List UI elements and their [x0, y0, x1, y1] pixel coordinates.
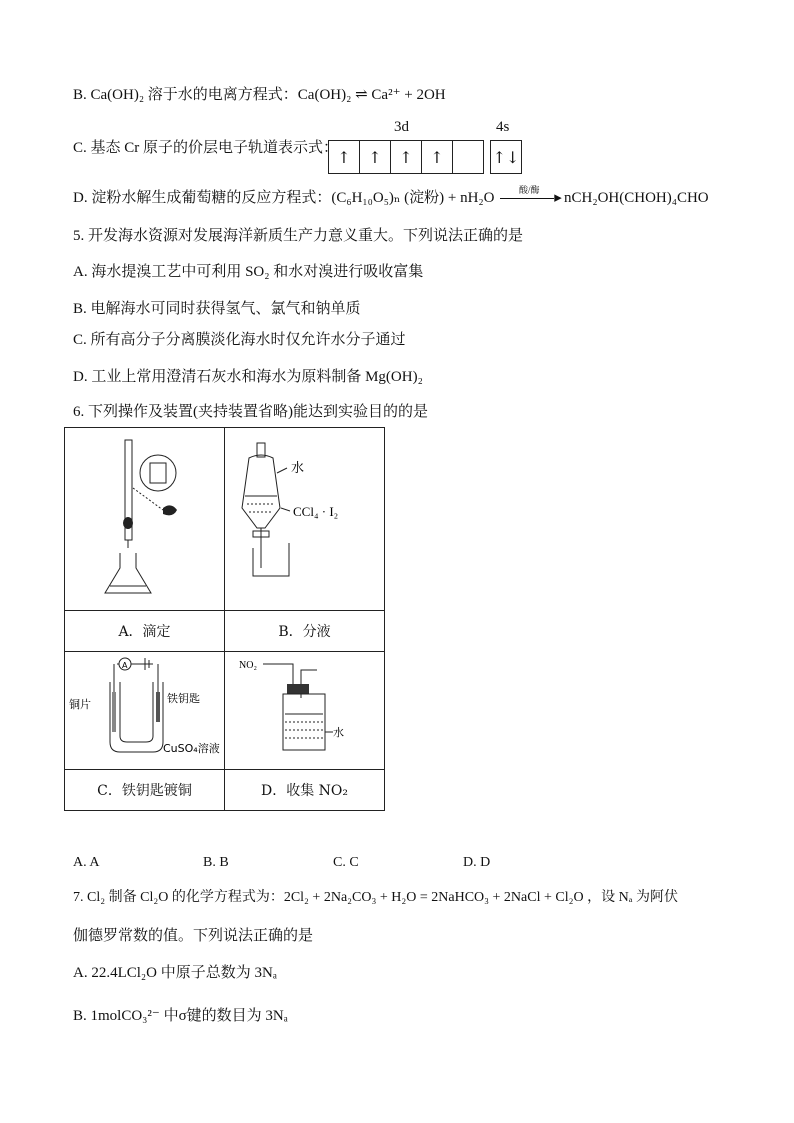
label-no2-gas: NO₂ — [239, 660, 257, 671]
q5-option-d: D. 工业上常用澄清石灰水和海水为原料制备 Mg(OH)₂ — [73, 369, 423, 385]
label-water-d: 水 — [333, 726, 344, 739]
apparatus-a-titration — [65, 428, 225, 611]
label-iron-key: 铁钥匙 — [167, 692, 200, 705]
apparatus-c-plating — [65, 652, 225, 770]
q5-option-c: C. 所有高分子分离膜淡化海水时仅允许水分子通过 — [73, 332, 406, 348]
caption-d: D．收集 NO₂ — [225, 770, 385, 811]
q4-option-b: B. Ca(OH)₂ 溶于水的电离方程式：Ca(OH)₂ ⇌ Ca²⁺ + 2OH — [73, 87, 446, 103]
q6-stem: 6. 下列操作及装置(夹持装置省略)能达到实验目的的是 — [73, 404, 428, 420]
q4-d-reactants: D. 淀粉水解生成葡萄糖的反应方程式：(C₆H₁₀O₅)ₙ (淀粉) + nH₂O — [73, 190, 495, 206]
caption-a: A．滴定 — [65, 611, 225, 652]
separatory-funnel-icon — [225, 428, 384, 606]
q7-option-a: A. 22.4LCl₂O 中原子总数为 3Nₐ — [73, 965, 277, 981]
choice-b[interactable]: B. B — [203, 855, 229, 870]
gas-collection-icon — [225, 652, 384, 765]
q7-option-b: B. 1molCO₃²⁻ 中σ键的数目为 3Nₐ — [73, 1008, 288, 1024]
q6-apparatus-table — [64, 427, 385, 811]
ammeter-label: A — [122, 661, 128, 670]
orbital-box: ↑ — [391, 141, 422, 173]
orbital-box — [453, 141, 483, 173]
q5-option-a: A. 海水提溴工艺中可利用 SO₂ 和水对溴进行吸收富集 — [73, 264, 424, 280]
q6-choices — [73, 855, 593, 871]
q7-stem-cont: 伽德罗常数的值。下列说法正确的是 — [73, 928, 314, 944]
q4-option-c: C. 基态 Cr 原子的价层电子轨道表示式： — [73, 140, 339, 156]
orbital-box: ↑ — [360, 141, 391, 173]
orbital-3d-label: 3d — [394, 119, 409, 135]
orbital-box: ↑ — [422, 141, 453, 173]
label-ccl4-i2: CCl₄ · I₂ — [293, 504, 339, 519]
q4-option-d — [73, 185, 709, 208]
electroplating-icon — [65, 652, 224, 765]
label-water: 水 — [291, 461, 305, 476]
q5-stem: 5. 开发海水资源对发展海洋新质生产力意义重大。下列说法正确的是 — [73, 228, 524, 244]
q5-option-b: B. 电解海水可同时获得氢气、氯气和钠单质 — [73, 301, 361, 317]
choice-a[interactable]: A. A — [73, 855, 100, 870]
orbital-3d-boxes — [328, 140, 484, 174]
orbital-box: ↑ — [329, 141, 360, 173]
orbital-4s-label: 4s — [496, 119, 510, 135]
choice-d[interactable]: D. D — [463, 855, 491, 870]
label-cuso4: CuSO₄溶液 — [163, 742, 220, 755]
orbital-box: ↑↓ — [492, 147, 520, 167]
caption-b: B．分液 — [225, 611, 385, 652]
orbital-4s-boxes — [490, 140, 522, 174]
q7-stem: 7. Cl₂ 制备 Cl₂O 的化学方程式为：2Cl₂ + 2Na₂CO₃ + H₂O = 2NaHCO₃ + 2NaCl + Cl₂O ，设 Nₐ 为阿伏 — [73, 890, 679, 905]
reaction-arrow: 酸/酶 ▸ — [500, 188, 558, 208]
caption-c: C．铁钥匙镀铜 — [65, 770, 225, 811]
q4-d-product: nCH₂OH(CHOH)₄CHO — [564, 190, 709, 206]
reaction-condition: 酸/酶 — [518, 185, 540, 195]
titration-icon — [65, 428, 224, 606]
apparatus-d-collect — [225, 652, 385, 770]
choice-c[interactable]: C. C — [333, 855, 359, 870]
label-copper: 铜片 — [69, 698, 91, 711]
apparatus-b-separation — [225, 428, 385, 611]
